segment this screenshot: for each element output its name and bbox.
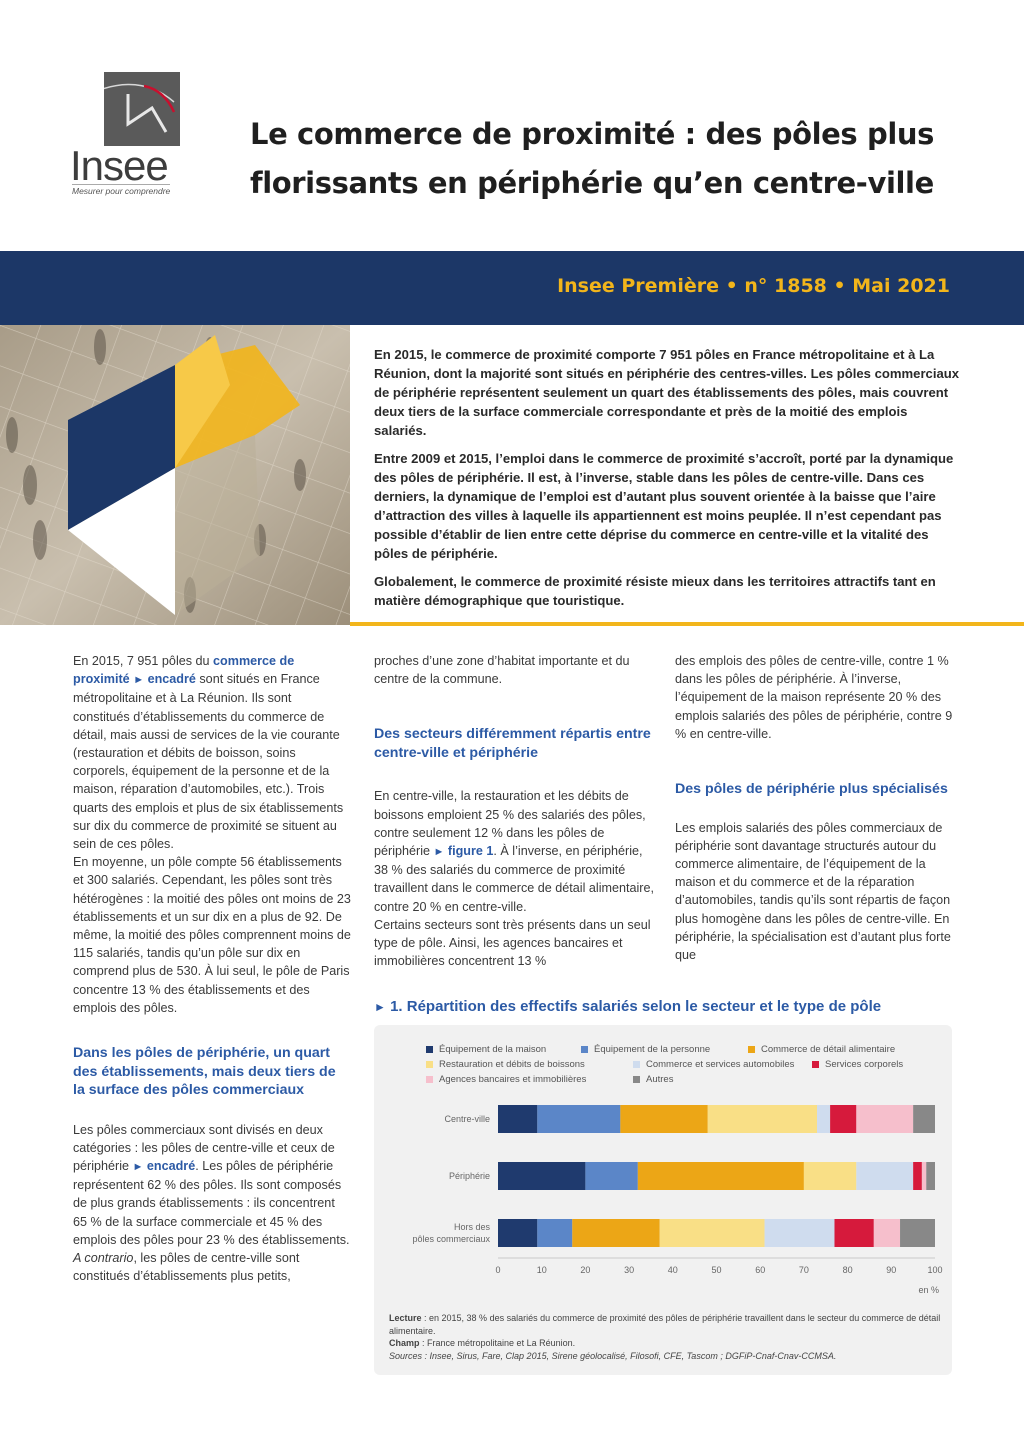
category-label: Centre-ville	[444, 1114, 490, 1124]
legend-label: Services corporels	[825, 1059, 904, 1070]
bar-segment	[572, 1219, 659, 1247]
body-paragraph: En moyenne, un pôle compte 56 établissements et 300 salariés. Cependant, les pôles sont très hétérogènes : la moitié des pôles ont moins de 23 établissements et un sur dix en a plus de 92. De même, la moitié des pôles comprennent moins de 115 salariés, tandis qu’un pôle sur dix en comprend plus de 530. À lui seul, le pôle de Paris concentre 13 % des établissements et des emplois des pôles.	[73, 855, 351, 1015]
x-tick-label: 80	[842, 1265, 853, 1275]
bar-segment	[498, 1162, 585, 1190]
bar-segment	[708, 1105, 817, 1133]
summary	[374, 345, 960, 619]
bar-segment	[537, 1219, 572, 1247]
legend-item	[633, 1059, 794, 1070]
body-paragraph: des emplois des pôles de centre-ville, contre 1 % dans les pôles de périphérie. À l’inverse, l’équipement de la maison représente 20 % des emplois salariés des pôles de périphérie, contre 9 % en centre-ville.	[675, 654, 953, 741]
legend-item	[581, 1044, 710, 1055]
legend-label: Agences bancaires et immobilières	[439, 1074, 587, 1085]
body-column-2	[374, 652, 654, 970]
legend-item	[748, 1044, 895, 1055]
x-tick-label: 60	[755, 1265, 766, 1275]
legend-label: Restauration et débits de boissons	[439, 1059, 585, 1070]
legend-item	[812, 1059, 903, 1070]
section-heading: Des secteurs différemment répartis entre centre-ville et périphérie	[374, 726, 651, 761]
publication-series: Insee Première • n° 1858 • Mai 2021	[557, 275, 950, 297]
bar-segment	[834, 1219, 873, 1247]
summary-paragraph: Globalement, le commerce de proximité résiste mieux dans les territoires attractifs tant en matière démographique que touristique.	[374, 574, 936, 608]
legend-swatch	[633, 1076, 640, 1083]
legend-label: Commerce et services automobiles	[646, 1059, 795, 1070]
bar-segment	[874, 1219, 900, 1247]
note-label: Lecture	[389, 1313, 422, 1323]
arrow-icon: ►	[132, 1160, 144, 1173]
bar-segment	[498, 1105, 537, 1133]
legend-label: Autres	[646, 1074, 674, 1085]
x-tick-label: 100	[927, 1265, 943, 1275]
legend-label: Équipement de la personne	[594, 1044, 711, 1055]
cover-photo-icon	[0, 325, 350, 625]
legend-swatch	[633, 1061, 640, 1068]
body-paragraph	[73, 652, 351, 853]
cover-illustration	[0, 325, 350, 625]
summary-paragraph: En 2015, le commerce de proximité comporte 7 951 pôles en France métropolitaine et à La Réunion, dont la majorité sont situés en périphérie des centres-villes. Les pôles commerciaux de périphérie représentent seulement un quart des établissements des pôles, mais couvrent deux tiers de la surface commerciale correspondante et près de la moitié des emplois salariés.	[374, 347, 960, 438]
link-encadre[interactable]: encadré	[146, 1158, 196, 1173]
x-tick-label: 70	[798, 1265, 809, 1275]
logo-square	[104, 72, 180, 146]
logo-mark-icon	[104, 72, 180, 146]
bar-segment	[830, 1105, 856, 1133]
legend-swatch	[426, 1061, 433, 1068]
link-encadre[interactable]: encadré	[147, 672, 196, 687]
logo-tagline: Mesurer pour comprendre	[72, 186, 171, 196]
figure-notes	[389, 1312, 945, 1362]
body-paragraph	[73, 1249, 351, 1285]
body-column-1	[73, 652, 351, 1285]
x-tick-label: 90	[886, 1265, 897, 1275]
legend-swatch	[426, 1046, 433, 1053]
section-heading: Des pôles de périphérie plus spécialisés	[675, 781, 948, 798]
bar-segment	[498, 1219, 537, 1247]
title-line-2: florissants en périphérie qu’en centre-ville	[250, 166, 934, 200]
x-tick-label: 0	[495, 1265, 501, 1275]
bar-segment	[585, 1162, 637, 1190]
note-text: : France métropolitaine et La Réunion.	[419, 1338, 576, 1348]
bar-segment	[804, 1162, 856, 1190]
title-line-1: Le commerce de proximité : des pôles plus	[250, 117, 934, 151]
x-tick-label: 40	[667, 1265, 678, 1275]
body-paragraph	[374, 787, 654, 915]
logo-word: Insee	[70, 142, 168, 189]
legend-swatch	[748, 1046, 755, 1053]
bar-segment	[913, 1105, 935, 1133]
legend-item	[426, 1059, 585, 1070]
bar-segment	[922, 1162, 926, 1190]
lecture-note	[389, 1312, 945, 1337]
body-paragraph: Certains secteurs sont très présents dans un seul type de pôle. Ainsi, les agences bancaires et immobilières concentrent 13 %	[374, 917, 651, 969]
x-tick-label: 10	[536, 1265, 547, 1275]
text-run-italic: A contrario	[73, 1250, 134, 1265]
arrow-icon: ►	[374, 1000, 386, 1014]
section-heading: Dans les pôles de périphérie, un quart des établissements, mais deux tiers de la surface des pôles commerciaux	[73, 1045, 336, 1099]
category-label: Hors des pôles commerciaux	[412, 1222, 490, 1244]
link-figure-1[interactable]: figure 1	[447, 844, 494, 859]
legend-item	[426, 1044, 546, 1055]
text-run: sont situés en France métropolitaine et à La Réunion. Ils sont constitués d’établissements du commerce de détail, mais aussi de services de la vie courante (restauration et débits de boisson, soins corporels, équipement de la personne et de la maison, réparation d’automobiles, etc.). Trois quarts des emplois et plus de six établissements sur dix du commerce de proximité se situent au sein de ces pôles.	[73, 672, 344, 852]
body-column-3	[675, 652, 955, 964]
legend-swatch	[426, 1076, 433, 1083]
note-label: Champ	[389, 1338, 420, 1348]
text-run: En centre-ville, la restauration et les débits de boissons emploient 25 % des salariés des pôles, contre seulement 12 % dans les pôles de périphérie	[374, 789, 646, 859]
text-run: . Les pôles de périphérie représentent 62 % des pôles. Ils sont composés de plus grands établissements : ils concentrent 65 % de la surface commerciale et 45 % des emplois des pôles pour 23 % des établissements.	[73, 1158, 350, 1247]
category-label: Périphérie	[448, 1171, 490, 1181]
bar-segment	[638, 1162, 804, 1190]
body-paragraph: Les emplois salariés des pôles commerciaux de périphérie sont davantage structurés autour du commerce alimentaire, de l’équipement de la maison et du commerce et de la réparation d’automobiles, tandis qu’ils sont répartis de façon plus homogène dans les pôles de centre-ville. En périphérie, la spécialisation est d’autant plus forte que	[675, 820, 951, 962]
legend-item	[633, 1074, 673, 1085]
insee-logo	[70, 72, 182, 197]
text-run: En 2015, 7 951 pôles du	[73, 654, 214, 668]
bar-segment	[765, 1219, 835, 1247]
text-run: . À l’inverse, en périphérie, 38 % des salariés du commerce de proximité travaillent dans le commerce de détail alimentaire, contre 20 % en centre-ville.	[374, 844, 654, 914]
arrow-icon: ►	[433, 846, 445, 859]
summary-paragraph: Entre 2009 et 2015, l’emploi dans le commerce de proximité s’accroît, porté par la dynamique des pôles de périphérie. Il est, à l’inverse, stable dans les pôles de centre-ville. Dans ces derniers, la dynamique de l’emploi est d’autant plus souvent orientée à la baisse que l’aire d’attraction des villes à laquelle ils appartiennent est moins peuplée. Il n’est cependant pas possible d’établir de lien entre cette déprise du commerce en centre-ville et la vitalité des pôles de périphérie.	[374, 451, 954, 561]
bar-segment	[660, 1219, 765, 1247]
legend-label: Équipement de la maison	[439, 1044, 547, 1055]
bar-segment	[900, 1219, 935, 1247]
page-title	[250, 110, 990, 208]
bar-segment	[856, 1105, 913, 1133]
bar-segment	[620, 1105, 707, 1133]
figure-title	[374, 998, 881, 1015]
bar-segment	[817, 1105, 830, 1133]
legend-label: Commerce de détail alimentaire	[761, 1044, 896, 1055]
legend-swatch	[812, 1061, 819, 1068]
bar-segment	[856, 1162, 913, 1190]
arrow-icon: ►	[133, 674, 145, 687]
legend-swatch	[581, 1046, 588, 1053]
figure-title-text: 1. Répartition des effectifs salariés selon le secteur et le type de pôle	[390, 998, 882, 1015]
bar-segment	[913, 1162, 922, 1190]
text-run: , les pôles de centre-ville sont constitués d’établissements plus petits,	[73, 1250, 300, 1284]
sources-note: Sources : Insee, Sirus, Fare, Clap 2015, Sirene géolocalisé, Filosofi, CFE, Tascom ; DGFiP-Cnaf-Cnav-CCMSA.	[389, 1350, 837, 1361]
x-unit-label: en %	[918, 1285, 939, 1295]
x-tick-label: 20	[580, 1265, 591, 1275]
x-tick-label: 30	[624, 1265, 635, 1275]
body-paragraph: proches d’une zone d’habitat importante et du centre de la commune.	[374, 654, 630, 687]
link-commerce-proximite[interactable]: commerce de proximité	[73, 654, 295, 687]
bar-segment	[537, 1105, 620, 1133]
stacked-bar-chart	[376, 1090, 952, 1308]
bar-segment	[926, 1162, 935, 1190]
note-text: : en 2015, 38 % des salariés du commerce de proximité des pôles de périphérie travaillent dans le secteur du commerce de détail alimentaire.	[389, 1313, 941, 1336]
champ-note	[389, 1337, 945, 1350]
x-tick-label: 50	[711, 1265, 722, 1275]
summary-accent-bar	[350, 622, 1024, 626]
body-paragraph	[73, 1121, 351, 1249]
text-run: Les pôles commerciaux sont divisés en deux catégories : les pôles de centre-ville et ceux de périphérie	[73, 1122, 335, 1173]
legend-item	[426, 1074, 586, 1085]
